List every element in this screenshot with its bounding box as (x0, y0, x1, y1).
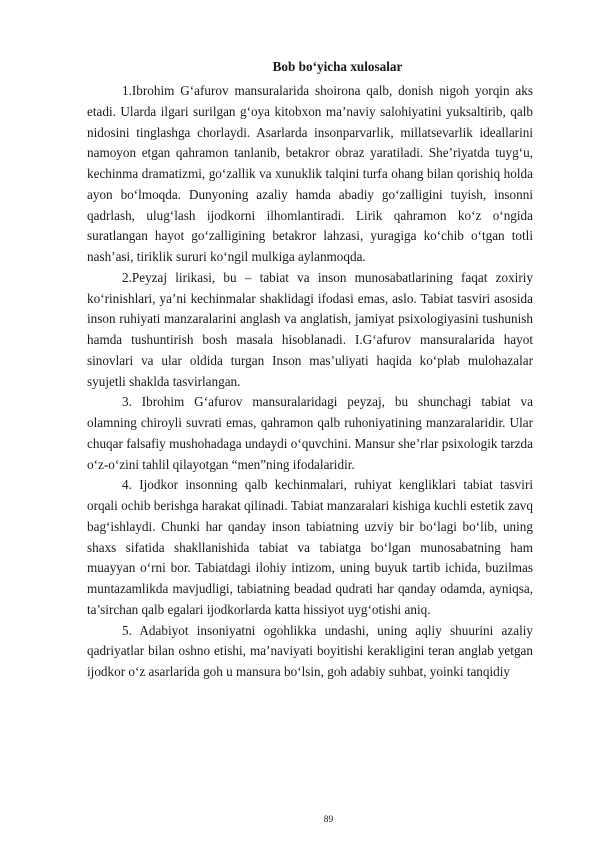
conclusion-paragraph-5: 5. Adabiyot insoniyatni ogohlikka undashi, uning aqliy shuurini azaliy qadriyatlar bilan oshno etishi, ma’naviyati boyitishi kerakligini teran anglab yetgan ijodkor o‘z asarlarida goh u mansura bo‘lsin, goh adabiy suhbat, yoinki tanqidiy (87, 622, 533, 679)
conclusion-paragraph-3: 3. Ibrohim G‘afurov mansuralaridagi peyzaj, bu shunchagi tabiat va olamning chiroyli suvrati emas, qahramon qalb ruhoniyatining manzaralaridir. Ular chuqar falsafiy mushohadaga undaydi o‘quvchini. Mansur she’rlar psixologik tarzda o‘z-o‘zini tahlil qilayotgan “men”ning ifodalaridir. (87, 394, 533, 472)
conclusion-paragraph-4: 4. Ijodkor insonning qalb kechinmalari, ruhiyat kengliklari tabiat tasviri orqali ochib berishga harakat qilinadi. Tabiat manzaralari kishiga kuchli estetik zavq bag‘ishlaydi. Chunki har qanday inson tabiatning uzviy bir bo‘lagi bo‘lib, uning shaxs sifatida shakllanishida tabiat va tabiatga bo‘lgan munosabatning ham muayyan o‘rni bor. Tabiatdagi ilohiy intizom, uning buyuk tartib ichida, buzilmas muntazamlikda mavjudligi, tabiatning beadad qudrati har qanday odamda, ayniqsa, ta’sirchan qalb egalari ijodkorlarda katta hissiyot uyg‘otishi aniq. (87, 477, 533, 617)
conclusion-paragraph-2: 2.Peyzaj lirikasi, bu – tabiat va inson munosabatlarining faqat zoxiriy ko‘rinishlari, ya’ni kechinmalar shaklidagi ifodasi emas, aslo. Tabiat tasviri asosida inson ruhiyati manzaralarini anglash va anglatish, jamiyat psixologiyasini tushunish hamda tushuntirish bosh masala hisoblanadi. I.G‘afurov mansuralarida hayot sinovlari va ular oldida turgan Inson mas’uliyati haqida ko‘plab mulohazalar syujetli shaklda tasvirlangan. (87, 269, 533, 389)
conclusions-body (87, 81, 533, 683)
page-number: 89 (323, 815, 334, 825)
section-title: Bob bo‘yicha xulosalar (272, 59, 403, 74)
conclusion-paragraph-1: 1.Ibrohim G‘afurov mansuralarida shoirona qalb, donish nigoh yorqin aks etadi. Ularda ilgari surilgan g‘oya kitobxon ma’naviy salohiyatini yuksaltirib, qalb nidosini tinglashga chorlaydi. Asarlarda insonparvarlik, millatsevarlik ideallarini namoyon etgan qahramon tanlanib, betakror obraz yaratiladi. She’riyatda tuyg‘u, kechinma dramatizmi, go‘zallik va xunuklik talqini turfa ohang bilan qorishiq holda ayon bo‘lmoqda. Dunyoning azaliy hamda abadiy go‘zalligini tuyish, insonni qadrlash, ulug‘lash ijodkorni ilhomlantiradi. Lirik qahramon ko‘z o‘ngida suratlangan hayot go‘zalligining betakror lahzasi, yuragiga ko‘chib o‘tgan totli nash’asi, tiriklik sururi ko‘ngil mulkiga aylanmoqda. (87, 83, 533, 264)
